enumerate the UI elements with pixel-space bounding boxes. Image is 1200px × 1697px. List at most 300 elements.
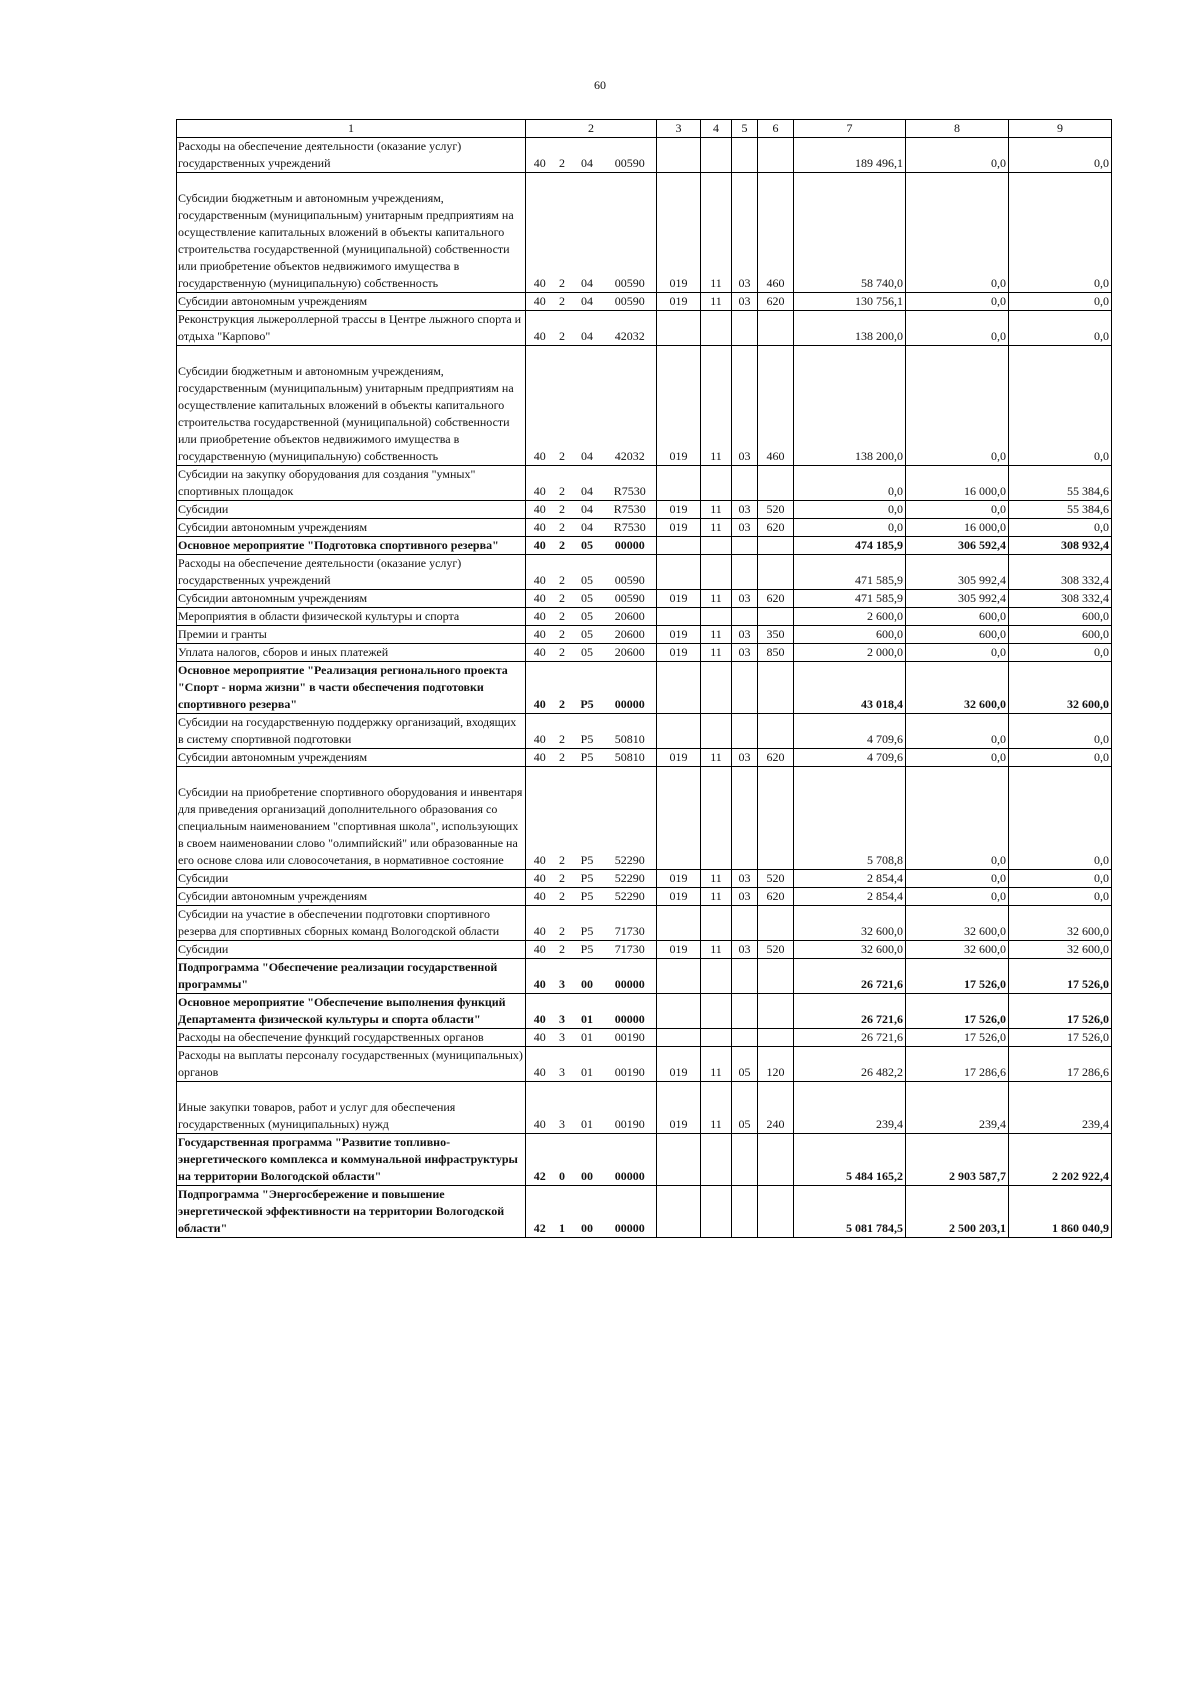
amount-col7-cell: 5 081 784,5 [794, 1186, 906, 1238]
amount-col9-cell: 0,0 [1009, 346, 1112, 466]
table-row [177, 662, 1112, 714]
header-cell: 5 [732, 120, 758, 138]
event-code-cell: 04 [571, 346, 604, 466]
expense-type-cell [758, 537, 794, 555]
program-code-cell: 40 [526, 537, 554, 555]
event-code-cell: 04 [571, 293, 604, 311]
row-name-cell: Субсидии на государственную поддержку организаций, входящих в систему спортивной подготовки [177, 714, 526, 749]
section-code-cell [701, 906, 732, 941]
header-cell: 7 [794, 120, 906, 138]
expense-type-cell: 620 [758, 888, 794, 906]
expense-type-cell [758, 138, 794, 173]
amount-col8-cell: 32 600,0 [906, 662, 1009, 714]
header-cell: 2 [526, 120, 657, 138]
expense-type-cell: 620 [758, 293, 794, 311]
direction-code-cell: 00000 [604, 994, 657, 1029]
direction-code-cell: 52290 [604, 767, 657, 870]
subsection-code-cell [732, 767, 758, 870]
amount-col9-cell: 0,0 [1009, 293, 1112, 311]
section-code-cell [701, 994, 732, 1029]
subprogram-code-cell: 2 [554, 519, 571, 537]
amount-col8-cell: 0,0 [906, 888, 1009, 906]
amount-col8-cell: 0,0 [906, 311, 1009, 346]
department-code-cell [657, 994, 701, 1029]
expense-type-cell [758, 555, 794, 590]
program-code-cell: 42 [526, 1134, 554, 1186]
expense-type-cell [758, 1186, 794, 1238]
amount-col9-cell: 308 932,4 [1009, 537, 1112, 555]
subsection-code-cell [732, 994, 758, 1029]
subsection-code-cell: 05 [732, 1082, 758, 1134]
section-code-cell: 11 [701, 1082, 732, 1134]
direction-code-cell: 71730 [604, 906, 657, 941]
row-name-cell: Субсидии автономным учреждениям [177, 749, 526, 767]
row-name-cell: Расходы на обеспечение деятельности (оказание услуг) государственных учреждений [177, 138, 526, 173]
event-code-cell: 04 [571, 138, 604, 173]
amount-col9-cell: 0,0 [1009, 870, 1112, 888]
subsection-code-cell [732, 1029, 758, 1047]
direction-code-cell: 52290 [604, 888, 657, 906]
section-code-cell: 11 [701, 1047, 732, 1082]
amount-col7-cell: 26 482,2 [794, 1047, 906, 1082]
department-code-cell: 019 [657, 519, 701, 537]
section-code-cell [701, 767, 732, 870]
department-code-cell [657, 1186, 701, 1238]
table-row [177, 311, 1112, 346]
department-code-cell: 019 [657, 501, 701, 519]
amount-col9-cell: 32 600,0 [1009, 906, 1112, 941]
direction-code-cell: R7530 [604, 519, 657, 537]
program-code-cell: 40 [526, 590, 554, 608]
department-code-cell: 019 [657, 293, 701, 311]
section-code-cell: 11 [701, 888, 732, 906]
amount-col9-cell: 2 202 922,4 [1009, 1134, 1112, 1186]
amount-col9-cell: 1 860 040,9 [1009, 1186, 1112, 1238]
expense-type-cell [758, 994, 794, 1029]
section-code-cell: 11 [701, 346, 732, 466]
department-code-cell [657, 1134, 701, 1186]
program-code-cell: 40 [526, 311, 554, 346]
amount-col9-cell: 0,0 [1009, 138, 1112, 173]
amount-col7-cell: 4 709,6 [794, 714, 906, 749]
subsection-code-cell: 03 [732, 173, 758, 293]
program-code-cell: 40 [526, 870, 554, 888]
subsection-code-cell [732, 466, 758, 501]
subprogram-code-cell: 2 [554, 870, 571, 888]
amount-col8-cell: 2 500 203,1 [906, 1186, 1009, 1238]
direction-code-cell: 00000 [604, 537, 657, 555]
header-cell: 9 [1009, 120, 1112, 138]
subsection-code-cell: 03 [732, 888, 758, 906]
amount-col8-cell: 306 592,4 [906, 537, 1009, 555]
program-code-cell: 40 [526, 906, 554, 941]
table-row [177, 644, 1112, 662]
direction-code-cell: 00190 [604, 1029, 657, 1047]
amount-col7-cell: 43 018,4 [794, 662, 906, 714]
row-name-cell: Субсидии бюджетным и автономным учреждениям, государственным (муниципальным) унитарным предприятиям на осуществление капитальных вложений в объекты капитального строительства государственной (муниципальной) собственности или приобретение объектов недвижимого имущества в государственную (муниципальную) собственность [177, 346, 526, 466]
expense-type-cell [758, 767, 794, 870]
subprogram-code-cell: 2 [554, 555, 571, 590]
program-code-cell: 42 [526, 1186, 554, 1238]
amount-col9-cell: 0,0 [1009, 173, 1112, 293]
event-code-cell: 05 [571, 537, 604, 555]
department-code-cell [657, 311, 701, 346]
table-body [177, 120, 1112, 1238]
program-code-cell: 40 [526, 608, 554, 626]
expense-type-cell [758, 662, 794, 714]
section-code-cell [701, 714, 732, 749]
expense-type-cell [758, 466, 794, 501]
subsection-code-cell: 03 [732, 941, 758, 959]
table-row [177, 519, 1112, 537]
table-row [177, 1047, 1112, 1082]
program-code-cell: 40 [526, 959, 554, 994]
program-code-cell: 40 [526, 138, 554, 173]
subprogram-code-cell: 2 [554, 346, 571, 466]
event-code-cell: P5 [571, 714, 604, 749]
expense-type-cell: 620 [758, 590, 794, 608]
expense-type-cell [758, 714, 794, 749]
amount-col9-cell: 0,0 [1009, 888, 1112, 906]
subprogram-code-cell: 2 [554, 906, 571, 941]
program-code-cell: 40 [526, 466, 554, 501]
header-cell: 6 [758, 120, 794, 138]
subprogram-code-cell: 2 [554, 537, 571, 555]
section-code-cell: 11 [701, 293, 732, 311]
amount-col8-cell: 0,0 [906, 749, 1009, 767]
amount-col7-cell: 189 496,1 [794, 138, 906, 173]
direction-code-cell: 52290 [604, 870, 657, 888]
amount-col8-cell: 17 526,0 [906, 1029, 1009, 1047]
department-code-cell: 019 [657, 644, 701, 662]
amount-col9-cell: 0,0 [1009, 749, 1112, 767]
amount-col7-cell: 0,0 [794, 519, 906, 537]
subprogram-code-cell: 3 [554, 1029, 571, 1047]
row-name-cell: Государственная программа "Развитие топливно-энергетического комплекса и коммунальной инфраструктуры на территории Вологодской области" [177, 1134, 526, 1186]
subsection-code-cell: 03 [732, 749, 758, 767]
subprogram-code-cell: 2 [554, 941, 571, 959]
direction-code-cell: 20600 [604, 608, 657, 626]
amount-col8-cell: 305 992,4 [906, 555, 1009, 590]
amount-col9-cell: 32 600,0 [1009, 662, 1112, 714]
amount-col7-cell: 471 585,9 [794, 555, 906, 590]
subsection-code-cell: 03 [732, 870, 758, 888]
direction-code-cell: 00590 [604, 555, 657, 590]
amount-col8-cell: 17 526,0 [906, 959, 1009, 994]
amount-col9-cell: 17 526,0 [1009, 994, 1112, 1029]
amount-col7-cell: 2 600,0 [794, 608, 906, 626]
expense-type-cell: 240 [758, 1082, 794, 1134]
amount-col9-cell: 308 332,4 [1009, 555, 1112, 590]
event-code-cell: 05 [571, 644, 604, 662]
program-code-cell: 40 [526, 888, 554, 906]
expense-type-cell: 620 [758, 749, 794, 767]
subsection-code-cell [732, 714, 758, 749]
amount-col7-cell: 2 854,4 [794, 870, 906, 888]
department-code-cell: 019 [657, 870, 701, 888]
program-code-cell: 40 [526, 555, 554, 590]
row-name-cell: Расходы на обеспечение деятельности (оказание услуг) государственных учреждений [177, 555, 526, 590]
amount-col7-cell: 0,0 [794, 466, 906, 501]
program-code-cell: 40 [526, 346, 554, 466]
amount-col8-cell: 32 600,0 [906, 941, 1009, 959]
amount-col9-cell: 239,4 [1009, 1082, 1112, 1134]
event-code-cell: 05 [571, 590, 604, 608]
section-code-cell: 11 [701, 749, 732, 767]
section-code-cell [701, 1186, 732, 1238]
subprogram-code-cell: 2 [554, 662, 571, 714]
section-code-cell [701, 537, 732, 555]
department-code-cell: 019 [657, 173, 701, 293]
section-code-cell [701, 138, 732, 173]
expense-type-cell [758, 959, 794, 994]
department-code-cell [657, 714, 701, 749]
direction-code-cell: 00000 [604, 1134, 657, 1186]
row-name-cell: Основное мероприятие "Обеспечение выполнения функций Департамента физической культуры и спорта области" [177, 994, 526, 1029]
department-code-cell: 019 [657, 590, 701, 608]
direction-code-cell: R7530 [604, 501, 657, 519]
table-row [177, 138, 1112, 173]
program-code-cell: 40 [526, 519, 554, 537]
event-code-cell: P5 [571, 870, 604, 888]
department-code-cell [657, 466, 701, 501]
amount-col7-cell: 26 721,6 [794, 959, 906, 994]
table-header-row [177, 120, 1112, 138]
table-row [177, 608, 1112, 626]
amount-col9-cell: 0,0 [1009, 519, 1112, 537]
event-code-cell: 04 [571, 501, 604, 519]
amount-col9-cell: 0,0 [1009, 644, 1112, 662]
event-code-cell: 00 [571, 959, 604, 994]
direction-code-cell: 00590 [604, 293, 657, 311]
subsection-code-cell [732, 138, 758, 173]
amount-col8-cell: 0,0 [906, 714, 1009, 749]
amount-col7-cell: 58 740,0 [794, 173, 906, 293]
row-name-cell: Основное мероприятие "Реализация регионального проекта "Спорт - норма жизни" в части обеспечения подготовки спортивного резерва" [177, 662, 526, 714]
amount-col8-cell: 16 000,0 [906, 466, 1009, 501]
table-row [177, 941, 1112, 959]
amount-col8-cell: 2 903 587,7 [906, 1134, 1009, 1186]
section-code-cell: 11 [701, 501, 732, 519]
row-name-cell: Премии и гранты [177, 626, 526, 644]
subsection-code-cell [732, 906, 758, 941]
program-code-cell: 40 [526, 1029, 554, 1047]
section-code-cell [701, 959, 732, 994]
direction-code-cell: R7530 [604, 466, 657, 501]
row-name-cell: Субсидии [177, 941, 526, 959]
event-code-cell: P5 [571, 906, 604, 941]
amount-col9-cell: 55 384,6 [1009, 501, 1112, 519]
expense-type-cell: 120 [758, 1047, 794, 1082]
amount-col8-cell: 17 526,0 [906, 994, 1009, 1029]
program-code-cell: 40 [526, 994, 554, 1029]
section-code-cell: 11 [701, 941, 732, 959]
header-cell: 3 [657, 120, 701, 138]
program-code-cell: 40 [526, 941, 554, 959]
direction-code-cell: 20600 [604, 626, 657, 644]
amount-col7-cell: 471 585,9 [794, 590, 906, 608]
table-row [177, 749, 1112, 767]
table-row [177, 1186, 1112, 1238]
section-code-cell [701, 662, 732, 714]
amount-col9-cell: 32 600,0 [1009, 941, 1112, 959]
subprogram-code-cell: 2 [554, 888, 571, 906]
table-row [177, 1134, 1112, 1186]
amount-col8-cell: 239,4 [906, 1082, 1009, 1134]
amount-col8-cell: 0,0 [906, 173, 1009, 293]
amount-col7-cell: 600,0 [794, 626, 906, 644]
event-code-cell: P5 [571, 941, 604, 959]
section-code-cell: 11 [701, 626, 732, 644]
table-row [177, 870, 1112, 888]
subprogram-code-cell: 2 [554, 626, 571, 644]
event-code-cell: P5 [571, 767, 604, 870]
direction-code-cell: 71730 [604, 941, 657, 959]
amount-col8-cell: 600,0 [906, 608, 1009, 626]
direction-code-cell: 00000 [604, 662, 657, 714]
program-code-cell: 40 [526, 1082, 554, 1134]
program-code-cell: 40 [526, 1047, 554, 1082]
row-name-cell: Основное мероприятие "Подготовка спортивного резерва" [177, 537, 526, 555]
row-name-cell: Субсидии [177, 870, 526, 888]
amount-col7-cell: 26 721,6 [794, 994, 906, 1029]
amount-col9-cell: 17 526,0 [1009, 1029, 1112, 1047]
department-code-cell [657, 959, 701, 994]
subsection-code-cell [732, 537, 758, 555]
subprogram-code-cell: 3 [554, 1082, 571, 1134]
amount-col7-cell: 138 200,0 [794, 311, 906, 346]
amount-col9-cell: 600,0 [1009, 626, 1112, 644]
direction-code-cell: 50810 [604, 714, 657, 749]
program-code-cell: 40 [526, 749, 554, 767]
subsection-code-cell: 05 [732, 1047, 758, 1082]
row-name-cell: Субсидии на участие в обеспечении подготовки спортивного резерва для спортивных сборных команд Вологодской области [177, 906, 526, 941]
table-row [177, 906, 1112, 941]
table-row [177, 1029, 1112, 1047]
subsection-code-cell: 03 [732, 644, 758, 662]
subsection-code-cell: 03 [732, 519, 758, 537]
table-row [177, 555, 1112, 590]
amount-col9-cell: 0,0 [1009, 767, 1112, 870]
table-row [177, 346, 1112, 466]
subsection-code-cell [732, 959, 758, 994]
row-name-cell: Расходы на обеспечение функций государственных органов [177, 1029, 526, 1047]
amount-col8-cell: 0,0 [906, 138, 1009, 173]
subprogram-code-cell: 2 [554, 138, 571, 173]
subprogram-code-cell: 3 [554, 994, 571, 1029]
subprogram-code-cell: 3 [554, 959, 571, 994]
section-code-cell: 11 [701, 590, 732, 608]
expense-type-cell [758, 906, 794, 941]
direction-code-cell: 00590 [604, 590, 657, 608]
table-row [177, 537, 1112, 555]
row-name-cell: Субсидии на приобретение спортивного оборудования и инвентаря для приведения организаций дополнительного образования со специальным наименованием "спортивная школа", использующих в своем наименовании слово "олимпийский" или образованные на его основе слова или словосочетания, в нормативное состояние [177, 767, 526, 870]
subsection-code-cell [732, 1134, 758, 1186]
amount-col7-cell: 5 708,8 [794, 767, 906, 870]
amount-col7-cell: 2 000,0 [794, 644, 906, 662]
amount-col8-cell: 32 600,0 [906, 906, 1009, 941]
table-row [177, 501, 1112, 519]
section-code-cell: 11 [701, 644, 732, 662]
event-code-cell: 01 [571, 1082, 604, 1134]
event-code-cell: 04 [571, 466, 604, 501]
subprogram-code-cell: 2 [554, 501, 571, 519]
amount-col7-cell: 138 200,0 [794, 346, 906, 466]
table-row [177, 626, 1112, 644]
amount-col8-cell: 600,0 [906, 626, 1009, 644]
row-name-cell: Субсидии бюджетным и автономным учреждениям, государственным (муниципальным) унитарным предприятиям на осуществление капитальных вложений в объекты капитального строительства государственной (муниципальной) собственности или приобретение объектов недвижимого имущества в государственную (муниципальную) собственность [177, 173, 526, 293]
row-name-cell: Субсидии автономным учреждениям [177, 590, 526, 608]
row-name-cell: Субсидии [177, 501, 526, 519]
expense-type-cell: 520 [758, 870, 794, 888]
row-name-cell: Расходы на выплаты персоналу государственных (муниципальных) органов [177, 1047, 526, 1082]
expense-type-cell: 620 [758, 519, 794, 537]
amount-col7-cell: 5 484 165,2 [794, 1134, 906, 1186]
amount-col7-cell: 26 721,6 [794, 1029, 906, 1047]
program-code-cell: 40 [526, 714, 554, 749]
expense-type-cell: 460 [758, 173, 794, 293]
subprogram-code-cell: 2 [554, 293, 571, 311]
section-code-cell: 11 [701, 173, 732, 293]
department-code-cell [657, 537, 701, 555]
section-code-cell: 11 [701, 519, 732, 537]
department-code-cell [657, 767, 701, 870]
section-code-cell [701, 466, 732, 501]
expense-type-cell: 350 [758, 626, 794, 644]
amount-col7-cell: 2 854,4 [794, 888, 906, 906]
event-code-cell: 05 [571, 626, 604, 644]
amount-col9-cell: 55 384,6 [1009, 466, 1112, 501]
expense-type-cell [758, 1134, 794, 1186]
department-code-cell: 019 [657, 888, 701, 906]
section-code-cell [701, 311, 732, 346]
amount-col8-cell: 0,0 [906, 767, 1009, 870]
subsection-code-cell [732, 555, 758, 590]
amount-col7-cell: 474 185,9 [794, 537, 906, 555]
amount-col9-cell: 308 332,4 [1009, 590, 1112, 608]
event-code-cell: 05 [571, 608, 604, 626]
amount-col8-cell: 0,0 [906, 870, 1009, 888]
department-code-cell [657, 555, 701, 590]
subprogram-code-cell: 2 [554, 466, 571, 501]
table-row [177, 714, 1112, 749]
amount-col8-cell: 305 992,4 [906, 590, 1009, 608]
department-code-cell: 019 [657, 941, 701, 959]
row-name-cell: Субсидии на закупку оборудования для создания "умных" спортивных площадок [177, 466, 526, 501]
direction-code-cell: 00590 [604, 173, 657, 293]
row-name-cell: Реконструкция лыжероллерной трассы в Центре лыжного спорта и отдыха "Карпово" [177, 311, 526, 346]
subsection-code-cell [732, 311, 758, 346]
amount-col7-cell: 239,4 [794, 1082, 906, 1134]
department-code-cell: 019 [657, 1082, 701, 1134]
subsection-code-cell: 03 [732, 626, 758, 644]
section-code-cell [701, 1134, 732, 1186]
department-code-cell [657, 662, 701, 714]
subprogram-code-cell: 0 [554, 1134, 571, 1186]
subprogram-code-cell: 2 [554, 714, 571, 749]
row-name-cell: Подпрограмма "Обеспечение реализации государственной программы" [177, 959, 526, 994]
subprogram-code-cell: 2 [554, 311, 571, 346]
department-code-cell [657, 1029, 701, 1047]
amount-col9-cell: 17 526,0 [1009, 959, 1112, 994]
department-code-cell [657, 906, 701, 941]
program-code-cell: 40 [526, 293, 554, 311]
direction-code-cell: 00590 [604, 138, 657, 173]
department-code-cell: 019 [657, 626, 701, 644]
amount-col7-cell: 32 600,0 [794, 906, 906, 941]
table-row [177, 466, 1112, 501]
program-code-cell: 40 [526, 501, 554, 519]
